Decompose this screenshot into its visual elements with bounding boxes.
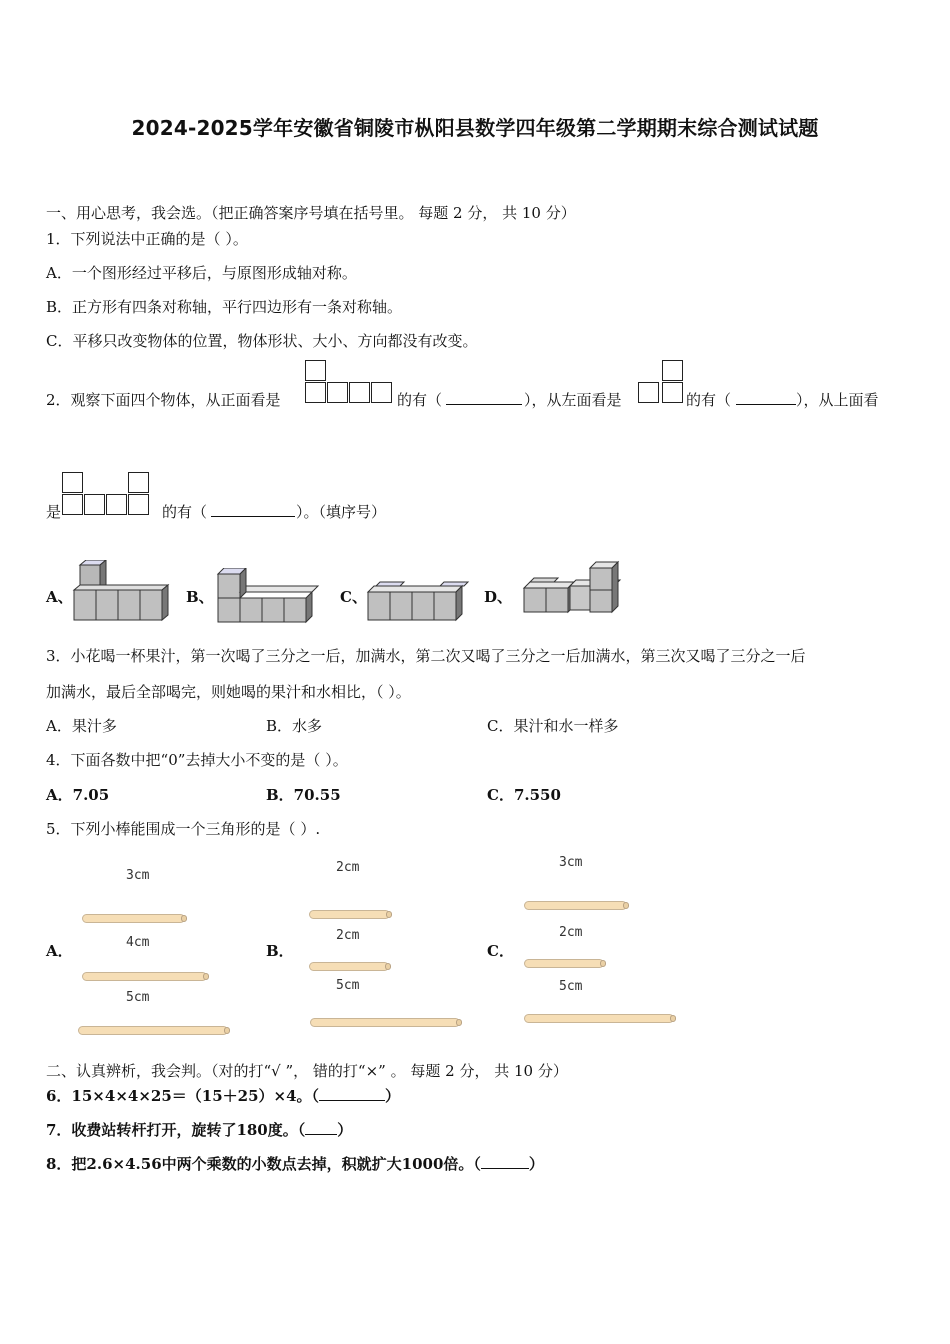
stick-label-c3: 5cm xyxy=(559,979,583,994)
front-view-figure xyxy=(305,360,397,407)
solid-figure-d xyxy=(520,560,628,616)
q2-text-8: ）。（填序号） xyxy=(296,503,387,521)
q6-line xyxy=(46,1085,400,1106)
q2-text-3: ），从左面看是 xyxy=(524,391,622,409)
q2-blank-3[interactable] xyxy=(211,502,295,517)
solid-figure-b xyxy=(214,568,322,624)
stick-label-a3: 5cm xyxy=(126,990,150,1005)
solid-figure-a xyxy=(70,560,176,622)
q2-option-c: C、 xyxy=(340,588,367,606)
stick-label-b2: 2cm xyxy=(336,928,360,943)
q2-text-4: 的有（ xyxy=(686,391,732,409)
section1-heading: 一、用心思考，我会选。（把正确答案序号填在括号里。 每题 2 分， 共 10 分） xyxy=(46,204,576,222)
solid-figure-c xyxy=(364,580,472,624)
stick-label-c2: 2cm xyxy=(559,925,583,940)
q6-blank[interactable] xyxy=(319,1086,385,1101)
stick-c1 xyxy=(524,901,627,910)
stick-c2 xyxy=(524,959,604,968)
q2-text-7: 的有（ xyxy=(162,503,208,521)
q8-end: ） xyxy=(528,1155,544,1173)
q2-blank-2[interactable] xyxy=(736,390,796,405)
stick-label-c1: 3cm xyxy=(559,855,583,870)
q5-stem: 5．下列小棒能围成一个三角形的是（ ）. xyxy=(46,820,321,838)
q2-blank-1[interactable] xyxy=(446,390,522,405)
page-title: 2024-2025学年安徽省铜陵市枞阳县数学四年级第二学期期末综合测试试题 xyxy=(131,116,819,140)
stick-b1 xyxy=(309,910,390,919)
section2-heading: 二、认真辨析，我会判。（对的打“√ ”， 错的打“×” 。 每题 2 分， 共 10 分） xyxy=(46,1062,568,1080)
q7-line xyxy=(46,1119,352,1140)
stick-a3 xyxy=(78,1026,228,1035)
q1-option-c: C．平移只改变物体的位置，物体形状、大小、方向都没有改变。 xyxy=(46,332,478,350)
q3-line-2: 加满水，最后全部喝完，则她喝的果汁和水相比，（ ）。 xyxy=(46,683,411,701)
q3-line-1: 3．小花喝一杯果汁，第一次喝了三分之一后，加满水，第二次又喝了三分之一后加满水，第三次又喝了三分之一后 xyxy=(46,647,806,665)
q4-option-b: B．70.55 xyxy=(266,786,341,804)
stick-b2 xyxy=(309,962,389,971)
q2-option-b: B、 xyxy=(186,588,214,606)
q2-text-2: 的有（ xyxy=(397,391,443,409)
q6-stem: 6．15×4×4×25＝（15＋25）×4。（ xyxy=(46,1087,320,1105)
q6-end: ） xyxy=(385,1087,401,1105)
stick-label-b3: 5cm xyxy=(336,978,360,993)
q2-option-a: A、 xyxy=(46,588,73,606)
stick-a2 xyxy=(82,972,207,981)
q2-text-1: 2．观察下面四个物体，从正面看是 xyxy=(46,391,281,409)
q3-option-a: A．果汁多 xyxy=(46,717,117,735)
q4-stem: 4．下面各数中把“0”去掉大小不变的是（ ）。 xyxy=(46,751,348,769)
stick-label-a2: 4cm xyxy=(126,935,150,950)
q8-blank[interactable] xyxy=(481,1154,529,1169)
q7-blank[interactable] xyxy=(305,1120,337,1135)
q2-text-5: ），从上面看 xyxy=(796,391,879,409)
top-view-figure xyxy=(62,472,154,519)
stick-label-b1: 2cm xyxy=(336,860,360,875)
q8-line xyxy=(46,1153,544,1174)
q2-option-d: D、 xyxy=(484,588,513,606)
stick-a1 xyxy=(82,914,185,923)
q5-option-a: A． xyxy=(46,942,73,960)
stick-c3 xyxy=(524,1014,674,1023)
q1-option-a: A．一个图形经过平移后，与原图形成轴对称。 xyxy=(46,264,357,282)
stick-b3 xyxy=(310,1018,460,1027)
q2-text-6: 是 xyxy=(46,503,62,521)
q8-stem: 8．把2.6×4.56中两个乘数的小数点去掉，积就扩大1000倍。（ xyxy=(46,1155,481,1173)
q7-end: ） xyxy=(337,1121,353,1139)
q1-option-b: B．正方形有四条对称轴，平行四边形有一条对称轴。 xyxy=(46,298,403,316)
q1-stem: 1．下列说法中正确的是（ ）。 xyxy=(46,230,248,248)
left-view-figure xyxy=(638,360,686,407)
q5-option-b: B． xyxy=(266,942,294,960)
q3-option-b: B．水多 xyxy=(266,717,323,735)
stick-label-a1: 3cm xyxy=(126,868,150,883)
q4-option-a: A．7.05 xyxy=(46,786,110,804)
q5-option-c: C． xyxy=(487,942,514,960)
q3-option-c: C．果汁和水一样多 xyxy=(487,717,619,735)
q4-option-c: C．7.550 xyxy=(487,786,561,804)
q7-stem: 7．收费站转杆打开，旋转了180度。（ xyxy=(46,1121,306,1139)
